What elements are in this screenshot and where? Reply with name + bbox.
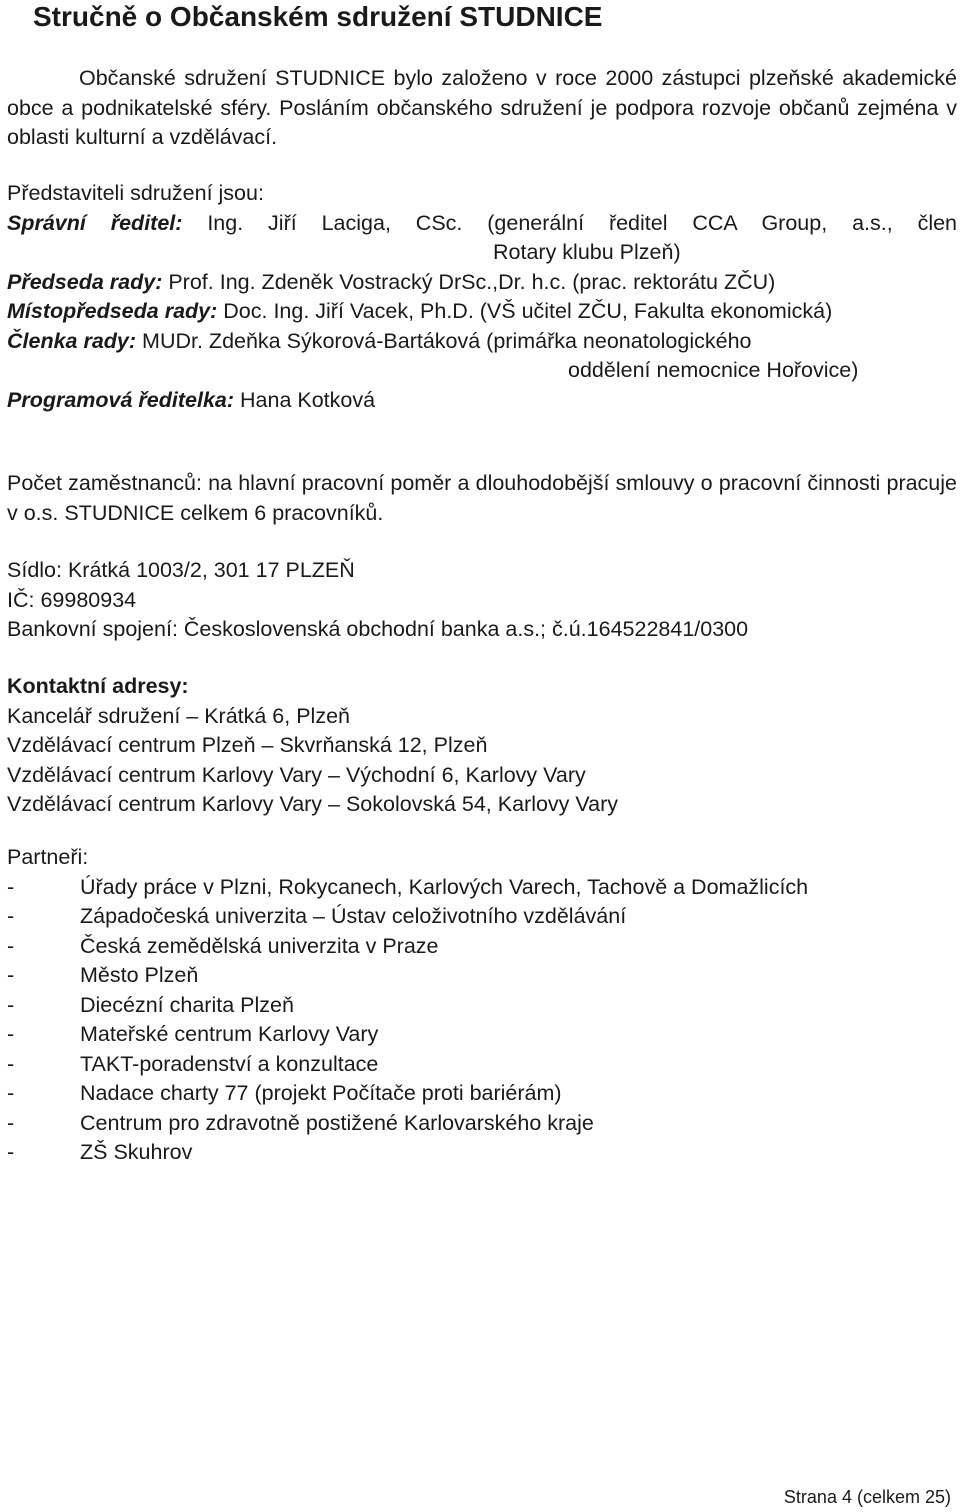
partner-name: Západočeská univerzita – Ústav celoživotního vzdělávání: [80, 904, 627, 928]
organization-info: [7, 556, 957, 645]
list-bullet: -: [7, 1051, 15, 1076]
contacts-section: [7, 672, 957, 820]
program-director-value: Hana Kotková: [240, 387, 376, 412]
representatives-heading: Představiteli sdružení jsou:: [7, 181, 264, 205]
partner-name: Úřady práce v Plzni, Rokycanech, Karlových Varech, Tachově a Domažlicích: [80, 874, 809, 899]
chair-value: Prof. Ing. Zdeněk Vostracký DrSc.,Dr. h.c. (prac. rektorátu ZČU): [168, 269, 776, 294]
chair-label: Předseda rady:: [7, 269, 163, 294]
list-bullet: -: [7, 1140, 15, 1164]
list-bullet: -: [7, 963, 15, 987]
list-item: [7, 991, 957, 1021]
partners-section: [7, 843, 957, 1168]
list-item: [7, 1079, 957, 1109]
partners-heading: Partneři:: [7, 845, 89, 869]
contacts-heading: Kontaktní adresy:: [7, 674, 189, 698]
list-item: [7, 1050, 957, 1080]
board-member-label: Členka rady:: [7, 328, 137, 353]
partner-name: Nadace charty 77 (projekt Počítače proti bariérám): [80, 1081, 562, 1105]
staff-paragraph: Počet zaměstnanců: na hlavní pracovní poměr a dlouhodobější smlouvy o pracovní činnosti pracuje v o.s. STUDNICE celkem 6 pracovníků.: [7, 471, 957, 525]
list-bullet: -: [7, 1110, 15, 1135]
board-member-value-continued: oddělení nemocnice Hořovice): [568, 358, 859, 382]
program-director-label: Programová ředitelka:: [7, 387, 235, 412]
director-line: [7, 209, 957, 239]
list-bullet: -: [7, 904, 15, 928]
list-bullet: -: [7, 1022, 15, 1046]
list-item: [7, 1109, 957, 1139]
page-title: Stručně o Občanském sdružení STUDNICE: [33, 1, 603, 32]
list-item: [7, 873, 957, 903]
vice-chair-label: Místopředseda rady:: [7, 299, 218, 323]
page-number: Strana 4 (celkem 25): [783, 1487, 951, 1507]
partner-name: Centrum pro zdravotně postižené Karlovarského kraje: [80, 1110, 594, 1135]
list-item: [7, 961, 957, 991]
director-value-continued: Rotary klubu Plzeň): [493, 240, 681, 264]
program-director-line: [7, 386, 957, 416]
partner-name: Mateřské centrum Karlovy Vary: [80, 1022, 379, 1046]
partner-name: Diecézní charita Plzeň: [80, 992, 294, 1017]
list-item: [7, 1138, 957, 1168]
representatives-section: [7, 179, 957, 415]
partner-name: TAKT-poradenství a konzultace: [80, 1051, 379, 1076]
vice-chair-line: [7, 297, 957, 327]
contact-item: Vzdělávací centrum Plzeň – Skvrňanská 12, Plzeň: [7, 733, 488, 757]
contact-item: Vzdělávací centrum Karlovy Vary – Východní 6, Karlovy Vary: [7, 762, 586, 787]
list-bullet: -: [7, 992, 15, 1017]
board-member-line: [7, 327, 957, 357]
list-item: [7, 932, 957, 962]
list-item: [7, 1020, 957, 1050]
list-bullet: -: [7, 933, 15, 958]
list-bullet: -: [7, 874, 15, 899]
contact-item: Kancelář sdružení – Krátká 6, Plzeň: [7, 703, 350, 728]
director-value: Ing. Jiří Laciga, CSc. (generální ředitel CCA Group, a.s., člen: [207, 210, 958, 235]
chair-line: [7, 268, 957, 298]
ic-line: IČ: 69980934: [7, 587, 137, 612]
director-label: Správní ředitel:: [7, 210, 183, 235]
list-item: [7, 902, 957, 932]
partner-name: ZŠ Skuhrov: [80, 1140, 193, 1164]
address-line: Sídlo: Krátká 1003/2, 301 17 PLZEŇ: [7, 558, 355, 582]
board-member-value: MUDr. Zdeňka Sýkorová-Bartáková (primářka neonatologického: [142, 328, 752, 353]
vice-chair-value: Doc. Ing. Jiří Vacek, Ph.D. (VŠ učitel ZČU, Fakulta ekonomická): [223, 299, 833, 323]
partner-name: Město Plzeň: [80, 963, 199, 987]
contact-item: Vzdělávací centrum Karlovy Vary – Sokolovská 54, Karlovy Vary: [7, 792, 619, 816]
partner-name: Česká zemědělská univerzita v Praze: [80, 933, 439, 958]
intro-paragraph: Občanské sdružení STUDNICE bylo založeno v roce 2000 zástupci plzeňské akademické obce a podnikatelské sféry. Posláním občanského sdružení je podpora rozvoje občanů zejména v oblasti kulturní a vzdělávací.: [7, 66, 957, 149]
list-bullet: -: [7, 1081, 15, 1105]
bank-line: Bankovní spojení: Československá obchodní banka a.s.; č.ú.164522841/0300: [7, 617, 749, 641]
